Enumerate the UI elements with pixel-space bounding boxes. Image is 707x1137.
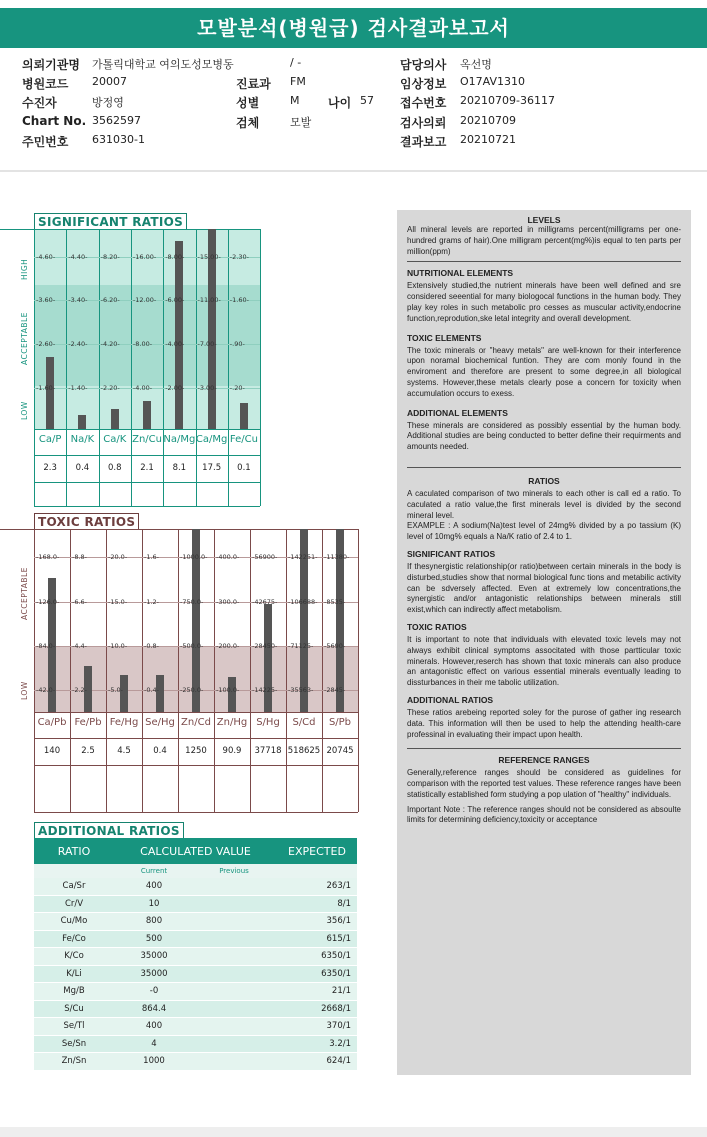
ratio-value: 17.5	[202, 463, 222, 473]
table-row	[34, 913, 357, 931]
levels-text: All mineral levels are reported in milligrams percent(milligrams per one-hundred grams of hair).One milligram percent(mg%)is equal to ten parts per million(ppm)	[407, 225, 681, 256]
ratio-label: Ca/K	[103, 434, 127, 445]
col-line	[34, 529, 35, 812]
col-line	[178, 529, 179, 812]
table-row	[34, 1053, 357, 1071]
value-row-top	[34, 455, 260, 456]
table-row	[34, 1018, 357, 1036]
tick-label: -8.00-	[165, 253, 185, 261]
tick-label: -3.60-	[36, 296, 56, 304]
ratio-value: 2.1	[140, 463, 154, 473]
tick-label: -11.00-	[197, 296, 221, 304]
ratio-name: Fe/Co	[62, 933, 86, 944]
tick-label: -7.00-	[197, 340, 217, 348]
tick-label: -28450-	[252, 642, 278, 650]
expected-value: 263/1	[326, 881, 351, 892]
tick-label: -15.00-	[197, 253, 221, 261]
tick-label: -.20-	[229, 384, 245, 392]
current-value: 10	[148, 898, 160, 909]
tick-label: -2.2-	[72, 686, 88, 694]
tick-label: -400.0-	[216, 553, 240, 561]
info-value: 가톨릭대학교 여의도성모병동	[92, 58, 234, 71]
tick-label: -1.40-	[68, 384, 88, 392]
ratio-label: Zn/Hg	[216, 717, 248, 728]
sig-heading: SIGNIFICANT RATIOS	[407, 548, 496, 559]
current-value: 1000	[143, 1056, 165, 1067]
tick-label: -8.20-	[100, 253, 120, 261]
expected-value: 624/1	[326, 1056, 351, 1067]
tick-label: -12.00-	[132, 296, 157, 304]
tick-label: -0.8-	[144, 642, 160, 650]
info-key: 결과보고	[400, 135, 447, 149]
tick-label: -3.00-	[197, 384, 217, 392]
info-key: 접수번호	[400, 96, 447, 110]
table-row	[34, 948, 357, 966]
nutritional-heading: NUTRITIONAL ELEMENTS	[407, 268, 514, 279]
ratio-label: S/Hg	[256, 717, 280, 728]
ratio-label: Ca/Pb	[37, 717, 67, 728]
tick-label: -2845-	[324, 686, 346, 694]
current-value: 400	[145, 881, 163, 892]
info-key: 검체	[236, 116, 260, 130]
info-key: 주민번호	[22, 135, 69, 149]
col-line	[106, 529, 107, 812]
tick-label: -6.00-	[165, 296, 185, 304]
ratio-name: Se/Sn	[61, 1038, 87, 1049]
info-key: 의뢰기관명	[22, 58, 80, 72]
info-value: 모발	[290, 116, 312, 129]
tick-label: -42675-	[252, 598, 278, 606]
ratio-label: Ca/P	[38, 434, 62, 445]
tick-label: -3.40-	[68, 296, 88, 304]
ratio-label: Se/Hg	[145, 717, 175, 728]
zone-label: ACCEPTABLE	[20, 312, 29, 365]
tick-label: -10.0-	[108, 642, 128, 650]
col-expected: EXPECTED	[288, 844, 346, 858]
ratio-label: Fe/Hg	[109, 717, 139, 728]
divider	[0, 170, 707, 172]
tick-label: -168.0-	[36, 553, 60, 561]
toxic-heading: TOXIC ELEMENTS	[407, 332, 482, 343]
tick-label: -8.00-	[132, 340, 153, 348]
current-value: 35000	[140, 968, 168, 979]
ratio-name: Cr/V	[64, 898, 84, 909]
table-row	[34, 878, 357, 896]
ratio-label: Na/K	[70, 434, 95, 445]
expected-value: 2668/1	[321, 1003, 351, 1014]
tick-label: -42.0-	[36, 686, 56, 694]
tick-label: -750.0-	[180, 598, 204, 606]
tick-label: -1.2-	[144, 598, 160, 606]
col-line	[70, 529, 71, 812]
expected-value: 370/1	[326, 1021, 351, 1032]
tick-label: -4.00-	[132, 384, 153, 392]
tick-label: -1.60-	[36, 384, 56, 392]
toxr-text: It is important to note that individuals with elevated toxic levels may not always exhibit clinical symptoms associtated with those partticular toxic minerals. However,reserch has shown that toxic minerals can also produce an antagonistic effect on various essential minerals eventually leading to dissturbances in their me tabolic utilization.	[407, 634, 681, 688]
col-line	[250, 529, 251, 812]
ratio-value: 8.1	[172, 463, 187, 473]
tick-label: -106688-	[288, 598, 318, 606]
additional-ratios-table	[34, 838, 357, 1071]
important-note: Important Note : The reference ranges should not be considered as absoulte limits for determining deficiency,toxicity or acceptance	[407, 804, 681, 825]
info-value: 20210709-36117	[460, 94, 555, 107]
tick-label: -2.60-	[36, 340, 56, 348]
ratio-label: S/Pb	[328, 717, 352, 728]
nutritional-text: Extensively studied,the nutrient minerals have been well defined and sre considered seeential for many biologocal functions in the human body. They play key roles in such metabolic pro cesses as muscular activity,endocrine function,reprodution,ske letal integrity and overall development.	[407, 281, 681, 323]
info-key: 임상정보	[400, 77, 447, 91]
current-value: 864.4	[141, 1003, 167, 1014]
info-value: 20210721	[460, 133, 516, 146]
ratio-name: Se/Tl	[63, 1021, 85, 1032]
ratio-name: Mg/B	[63, 986, 85, 997]
ratios-heading: RATIOS	[528, 475, 560, 486]
expected-value: 6350/1	[321, 968, 351, 979]
tick-label: -300.0-	[216, 598, 240, 606]
ratio-name: K/Co	[64, 951, 84, 962]
ratio-bar	[264, 604, 272, 712]
table-bottom	[34, 506, 260, 507]
label-row-top	[34, 712, 358, 713]
info-value: 옥선명	[460, 58, 492, 71]
ratio-name: K/Li	[66, 968, 82, 979]
expected-value: 8/1	[337, 898, 351, 909]
ratio-label: Zn/Cd	[181, 717, 211, 728]
ratio-label: Ca/Mg	[195, 434, 228, 445]
tick-label: -2.40-	[68, 340, 88, 348]
ratio-value: 0.8	[107, 463, 122, 473]
tick-label: -250.0-	[180, 686, 204, 694]
stub-line	[0, 529, 34, 530]
info-key: 검사의뢰	[400, 116, 447, 130]
info-value: FM	[290, 75, 306, 88]
table-row	[34, 983, 357, 1001]
ratio-name: Zn/Sn	[61, 1056, 87, 1067]
ratios-text: A caculated comparison of two minerals to each other is call ed a ratio. To caculated a ratio value,the first minerals level is divided by the second mineral level.	[407, 488, 681, 520]
additional-text: These minerals are considered as possibly essential by the human body. Additional studies are being conducted to better define their requirments and amounts needed.	[407, 420, 681, 452]
toxr-heading: TOXIC RATIOS	[407, 621, 467, 632]
ratio-value: 20745	[326, 746, 354, 756]
expected-value: 6350/1	[321, 951, 351, 962]
ratio-name: Ca/Sr	[62, 881, 86, 892]
ratio-label: Fe/Pb	[74, 717, 102, 728]
info-key: 나이	[328, 96, 352, 110]
ratio-bar	[240, 403, 248, 429]
addr-heading: ADDITIONAL RATIOS	[407, 694, 494, 705]
col-previous: Previous	[219, 867, 249, 875]
zone-label: HIGH	[20, 258, 29, 280]
tick-label: -4.00-	[165, 340, 185, 348]
toxic-text: The toxic minerals or "heavy metals" are well-known for their interference upon noramal biochemical funtion. They are com monly found in the enviroment and therefore are present to some degree,in all biological systems. However,these metals clearly pose a concern for toxicity when accumulation occurs to exess.	[407, 345, 681, 398]
current-value: 500	[145, 933, 163, 944]
tick-label: -4.60-	[36, 253, 56, 261]
tick-label: -16.00-	[132, 253, 157, 261]
info-value: M	[290, 94, 300, 107]
ratio-bar	[228, 677, 236, 712]
table-row	[34, 931, 357, 949]
additional-ratios-title: ADDITIONAL RATIOS	[34, 822, 184, 840]
tick-label: -500.0-	[180, 642, 204, 650]
ratio-value: 4.5	[117, 746, 131, 756]
ref-text: Generally,reference ranges should be considered as guidelines for comparison with the reported test values. These reference ranges have been statistically established form studying a pop ulation of "healthy" individuals.	[407, 768, 681, 799]
tick-label: -8535-	[324, 598, 346, 606]
ratio-value: 2.3	[43, 463, 57, 473]
tick-label: -2.00-	[165, 384, 185, 392]
tick-label: -1.60-	[229, 296, 249, 304]
ratio-name: S/Cu	[64, 1003, 84, 1014]
ratio-label: S/Cd	[292, 717, 316, 728]
ratio-value: 2.5	[81, 746, 95, 756]
tick-label: -84.0-	[36, 642, 56, 650]
ratio-value: 0.1	[237, 463, 251, 473]
tick-label: -2.30-	[229, 253, 249, 261]
ratio-name: Cu/Mo	[60, 916, 88, 927]
zone-label: ACCEPTABLE	[20, 567, 29, 620]
value-row-mid	[34, 765, 358, 766]
tick-label: -5690-	[324, 642, 346, 650]
ratio-bar	[78, 415, 86, 429]
table-row	[34, 1001, 357, 1019]
tick-label: -8.8-	[72, 553, 88, 561]
tick-label: -35563-	[288, 686, 314, 694]
ratio-label: Zn/Cu	[132, 434, 162, 445]
info-key: 성별	[236, 96, 260, 110]
current-value: -0	[149, 986, 159, 997]
zone-label: LOW	[20, 401, 29, 420]
info-value: 20007	[92, 75, 127, 88]
info-value: 방정영	[92, 96, 124, 109]
tick-label: -20.0-	[108, 553, 128, 561]
current-value: 400	[145, 1021, 163, 1032]
info-key: 진료과	[236, 77, 271, 91]
info-value: 57	[360, 94, 374, 107]
info-key: Chart No.	[22, 114, 87, 128]
tick-label: -1000.0-	[180, 553, 208, 561]
col-line	[260, 229, 261, 506]
tick-label: -142251-	[288, 553, 318, 561]
table-row	[34, 966, 357, 984]
ratio-value: 140	[43, 746, 61, 756]
ratio-value: 37718	[254, 746, 282, 756]
value-row-mid	[34, 482, 260, 483]
col-calculated: CALCULATED VALUE	[140, 844, 251, 858]
tick-label: -.90-	[229, 340, 245, 348]
tick-label: -6.6-	[72, 598, 88, 606]
expected-value: 356/1	[326, 916, 351, 927]
ratio-bar	[46, 357, 54, 429]
info-key: 담당의사	[400, 58, 447, 72]
ratio-bar	[175, 241, 183, 429]
current-value: 4	[151, 1038, 157, 1049]
tick-label: -4.20-	[100, 340, 120, 348]
tick-label: -0.4-	[144, 686, 160, 694]
col-current: Current	[140, 867, 168, 875]
current-value: 35000	[140, 951, 168, 962]
col-ratio: RATIO	[57, 844, 91, 858]
info-key: 수진자	[22, 96, 57, 110]
tick-label: -100.0-	[216, 686, 240, 694]
value-row-top	[34, 738, 358, 739]
table-bottom	[34, 812, 358, 813]
label-row-top	[34, 429, 260, 430]
col-line	[286, 529, 287, 812]
tick-label: -6.20-	[100, 296, 120, 304]
explanation-panel	[397, 210, 691, 1075]
tick-label: -4.4-	[72, 642, 88, 650]
table-row	[34, 896, 357, 914]
col-line	[142, 529, 143, 812]
ratio-value: 0.4	[153, 746, 167, 756]
ratio-label: Fe/Cu	[229, 434, 258, 445]
expected-value: 21/1	[331, 986, 351, 997]
tick-label: -4.40-	[68, 253, 88, 261]
col-line	[322, 529, 323, 812]
example-text: EXAMPLE : A sodium(Na)test level of 24mg% divided by a po tassium (K) level of 10mg% equals a Na/K ratio of 2.4 to 1.	[407, 521, 681, 542]
ref-heading: REFERENCE RANGES	[498, 755, 590, 766]
tick-label: -2.20-	[100, 384, 120, 392]
ratio-bar	[143, 401, 151, 429]
sig-text: If thesynergistic relationship(or ratio)between certain minerals in the body is disturbed,studies show that normal biological func tions and metabilic activity can be sdversely affected. Even at extremely low concentrations,the synergistic and/or antagonistic relationships between minerals still exist,which can indirectly affect metabolism.	[407, 561, 681, 615]
zone-label: LOW	[20, 681, 29, 700]
levels-heading: LEVELS	[527, 215, 561, 225]
ratio-value: 518625	[287, 746, 321, 756]
chart-top	[34, 229, 260, 230]
ratio-value: 90.9	[222, 746, 242, 756]
current-value: 800	[145, 916, 163, 927]
significant-ratios-title: SIGNIFICANT RATIOS	[34, 213, 187, 231]
tick-label: -15.0-	[108, 598, 128, 606]
col-line	[358, 529, 359, 812]
info-value: / -	[290, 56, 302, 69]
ratio-value: 0.4	[75, 463, 90, 473]
report-title: 모발분석(병원급) 검사결과보고서	[0, 8, 707, 48]
info-key: 병원코드	[22, 77, 69, 91]
tick-label: -71125-	[288, 642, 314, 650]
tick-label: -5.0-	[108, 686, 124, 694]
expected-value: 615/1	[326, 933, 351, 944]
col-line	[214, 529, 215, 812]
footer-bar	[0, 1127, 707, 1137]
info-value: 3562597	[92, 114, 141, 127]
ratio-label: Na/Mg	[163, 434, 196, 445]
tick-label: -126.0-	[36, 598, 60, 606]
info-value: O17AV1310	[460, 75, 525, 88]
info-value: 631030-1	[92, 133, 145, 146]
ratio-bar	[111, 409, 119, 429]
ratio-value: 1250	[185, 746, 207, 756]
expected-value: 3.2/1	[329, 1038, 351, 1049]
additional-heading: ADDITIONAL ELEMENTS	[407, 407, 508, 418]
toxic-ratios-title: TOXIC RATIOS	[34, 513, 139, 531]
tick-label: -1.6-	[144, 553, 160, 561]
tick-label: -56900-	[252, 553, 278, 561]
tick-label: -14225-	[252, 686, 278, 694]
stub-line	[0, 229, 34, 230]
tick-label: -200.0-	[216, 642, 240, 650]
tick-label: -11380-	[324, 553, 350, 561]
info-value: 20210709	[460, 114, 516, 127]
table-row	[34, 1036, 357, 1054]
addr-text: These ratios arebeing reported soley for the purose of gather ing research data. This information will then be used to help the attending health-care professinal in evaluating their impact upon health.	[407, 707, 681, 739]
